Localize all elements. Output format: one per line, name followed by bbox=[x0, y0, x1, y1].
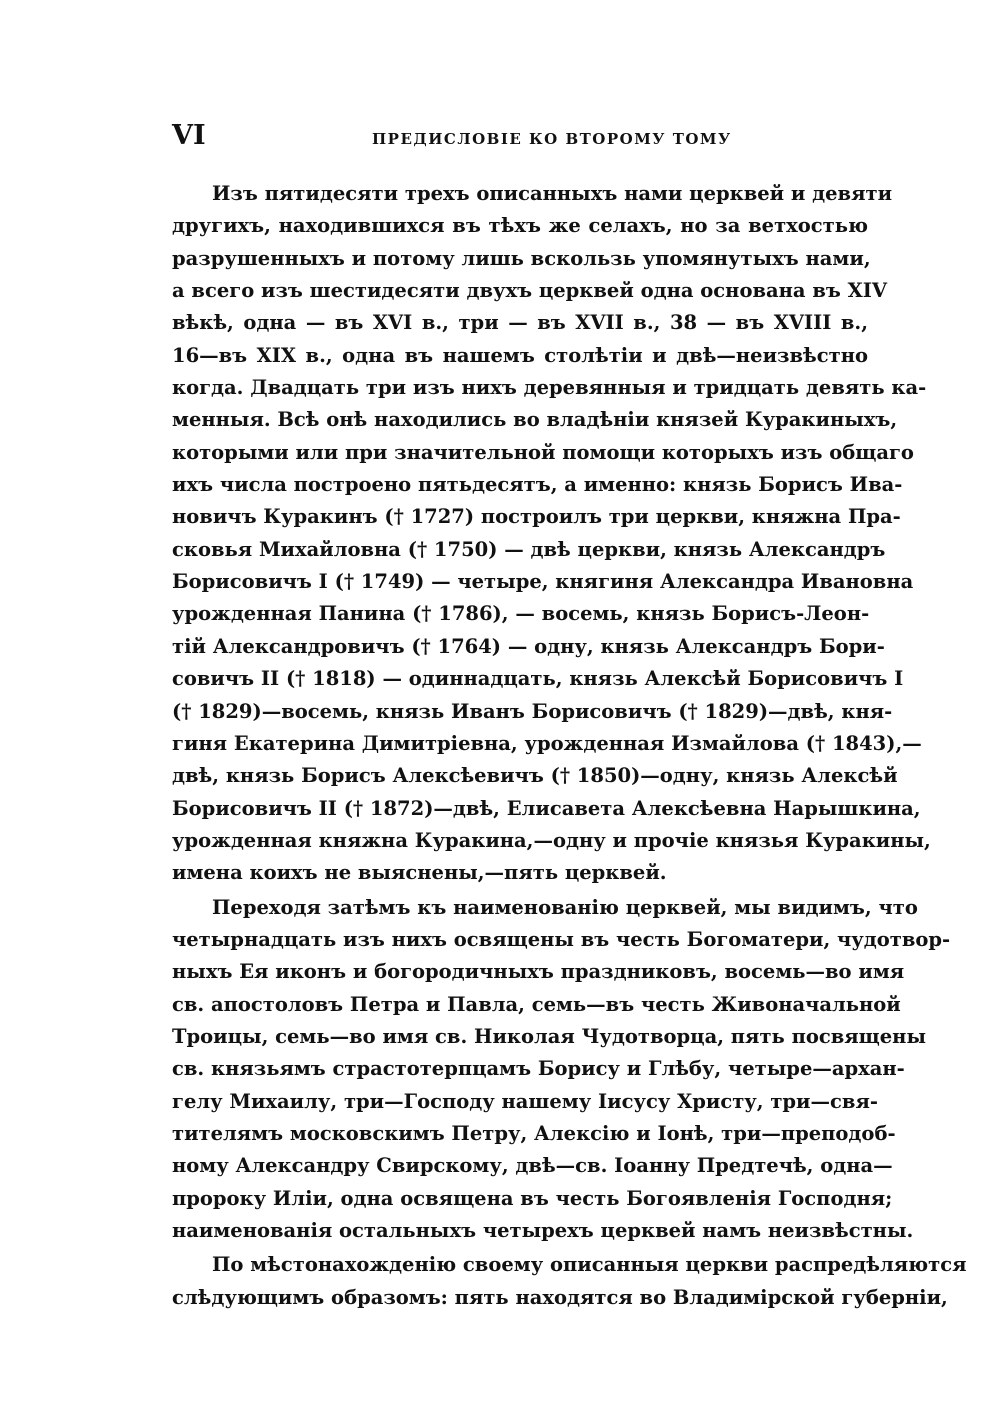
text-line: менныя. Всѣ онѣ находились во владѣніи князей Куракиныхъ, bbox=[172, 408, 898, 432]
text-line: имена коихъ не выяснены,—пять церквей. bbox=[172, 861, 667, 885]
text-line: совичъ II († 1818) — одиннадцать, князь Алексѣй Борисовичъ I bbox=[172, 667, 904, 691]
paragraph-church-dedications bbox=[172, 892, 951, 1248]
page-number: VI bbox=[172, 120, 206, 151]
paragraph-churches-origin bbox=[172, 178, 931, 890]
page-header bbox=[172, 118, 868, 158]
text-line: Борисовичъ II († 1872)—двѣ, Елисавета Алексѣевна Нарышкина, bbox=[172, 796, 921, 820]
text-line: гелу Михаилу, три—Господу нашему Іисусу Христу, три—свя- bbox=[172, 1089, 878, 1113]
text-line: св. апостоловъ Петра и Павла, семь—въ честь Живоначальной bbox=[172, 992, 901, 1016]
text-line: св. князьямъ страстотерпцамъ Борису и Глѣбу, четыре—архан- bbox=[172, 1057, 905, 1081]
text-line: вѣкѣ, одна — въ XVI в., три — въ XVII в., 38 — въ XVIII в., bbox=[172, 311, 868, 335]
text-line: Переходя затѣмъ къ наименованію церквей, мы видимъ, что bbox=[212, 895, 918, 919]
text-line: четырнадцать изъ нихъ освящены въ честь Богоматери, чудотвор- bbox=[172, 927, 951, 951]
text-line: разрушенныхъ и потому лишь вскользь упомянутыхъ нами, bbox=[172, 246, 871, 270]
text-line: новичъ Куракинъ († 1727) построилъ три церкви, княжна Пра- bbox=[172, 505, 901, 529]
text-line: наименованія остальныхъ четырехъ церквей намъ неизвѣстны. bbox=[172, 1219, 914, 1242]
text-line: урожденная княжна Куракина,—одну и прочіе князья Куракины, bbox=[172, 828, 931, 852]
text-line: пророку Иліи, одна освящена въ честь Богоявленія Господня; bbox=[172, 1186, 893, 1210]
body-text bbox=[172, 178, 967, 1316]
text-line: Троицы, семь—во имя св. Николая Чудотворца, пять посвящены bbox=[172, 1024, 926, 1048]
text-line: тій Александровичъ († 1764) — одну, князь Александръ Бори- bbox=[172, 634, 885, 658]
text-line: ному Александру Свирскому, двѣ—св. Іоанну Предтечѣ, одна— bbox=[172, 1154, 893, 1178]
running-title: ПРЕДИСЛОВІЕ КО ВТОРОМУ ТОМУ bbox=[372, 130, 732, 148]
text-line: тителямъ московскимъ Петру, Алексію и Іонѣ, три—преподоб- bbox=[172, 1121, 896, 1145]
text-line: сковья Михайловна († 1750) — двѣ церкви, князь Александръ bbox=[172, 537, 886, 561]
text-line: Борисовичъ I († 1749) — четыре, княгиня Александра Ивановна bbox=[172, 570, 914, 594]
text-line: когда. Двадцать три изъ нихъ деревянныя и тридцать девять ка- bbox=[172, 376, 927, 400]
text-line: а всего изъ шестидесяти двухъ церквей одна основана въ XIV bbox=[172, 279, 888, 303]
text-line: († 1829)—восемь, князь Иванъ Борисовичъ († 1829)—двѣ, кня- bbox=[172, 699, 893, 723]
text-line: ныхъ Ея иконъ и богородичныхъ праздниковъ, восемь—во имя bbox=[172, 960, 905, 984]
text-line: которыми или при значительной помощи которыхъ изъ общаго bbox=[172, 440, 914, 464]
text-line: гиня Екатерина Димитріевна, урожденная Измайлова († 1843),— bbox=[172, 731, 922, 755]
text-line: слѣдующимъ образомъ: пять находятся во Владимірской губерніи, bbox=[172, 1285, 948, 1309]
text-line: По мѣстонахожденію своему описанныя церкви распредѣляются bbox=[212, 1253, 967, 1277]
text-line: Изъ пятидесяти трехъ описанныхъ нами церквей и девяти bbox=[212, 182, 893, 205]
text-line: 16—въ XIX в., одна въ нашемъ столѣтіи и двѣ—неизвѣстно bbox=[172, 343, 868, 367]
paragraph-church-locations bbox=[172, 1249, 967, 1314]
text-line: урожденная Панина († 1786), — восемь, князь Борисъ-Леон- bbox=[172, 602, 870, 626]
text-line: другихъ, находившихся въ тѣхъ же селахъ, но за ветхостью bbox=[172, 214, 868, 238]
text-line: двѣ, князь Борисъ Алексѣевичъ († 1850)—одну, князь Алексѣй bbox=[172, 764, 898, 788]
text-line: ихъ числа построено пятьдесятъ, а именно: князь Борисъ Ива- bbox=[172, 473, 903, 497]
